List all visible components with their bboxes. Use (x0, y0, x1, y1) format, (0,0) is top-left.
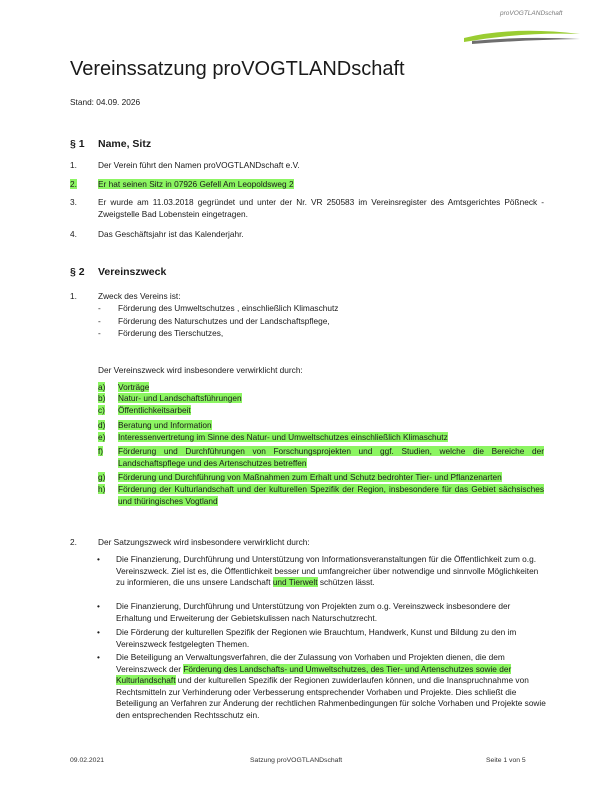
purpose-dash-item: Förderung des Tierschutzes, (118, 328, 224, 338)
letter-marker: b) (98, 393, 106, 403)
letter-marker: g) (98, 472, 106, 482)
letter-marker: c) (98, 405, 105, 415)
s2-item-1-num: 1. (70, 291, 77, 301)
s1-item-1-text: Der Verein führt den Namen proVOGTLANDschaft e.V. (98, 160, 300, 170)
s1-item-2-text (98, 179, 294, 191)
bullet-item-4: Die Beteiligung an Verwaltungsverfahren, die der Zulassung von Vorhaben und Projekten dienen, die dem Vereinszweck der Förderung des Landschafts- und Umweltschutzes, des Tier- und Artenschutzes sowie der Kulturlandschaft und der kulturellen Spezifik der Regionen zuwiderlaufen können, und die Inanspruchnahme von Rechtsmitteln zur Verhinderung oder Verbesserung entsprechender Vorhaben und Projekte. Dies schließt die Beteiligung an Verfahren zur Änderung der rechtlichen Rahmenbedingungen für solche Vorhaben und Projekte sowie den entsprechenden Rechtsschutz ein. (116, 652, 546, 720)
s1-item-4-num: 4. (70, 229, 77, 239)
s1-item-3-num: 3. (70, 197, 77, 207)
bullet-item-1: Die Finanzierung, Durchführung und Unterstützung von Informationsveranstaltungen für die Öffentlichkeit zum o.g. Vereinszweck. Ziel ist es, die Öffentlichkeit besser und umfangreicher über notwendige und sinnvolle Möglichkeiten zu informieren, die uns unsere Landschaft und Tierwelt schützen lässt. (116, 554, 539, 588)
stand-date: Stand: 04.09. 2026 (70, 97, 141, 107)
logo-text: proVOGTLANDschaft (500, 10, 563, 17)
letter-item: Natur- und Landschaftsführungen (118, 393, 242, 403)
s1-item-4-text: Das Geschäftsjahr ist das Kalenderjahr. (98, 229, 244, 239)
letter-item: Förderung und Durchführungen von Forschungsprojekten und ggf. Studien, welche die Bereiche der Landschaftspflege und des Artenschutzes betreffen (118, 446, 544, 468)
letter-item: Beratung und Information (118, 420, 212, 430)
dash-marker: - (98, 328, 101, 338)
dash-marker: - (98, 316, 101, 326)
section-1-title: Name, Sitz (98, 138, 152, 150)
bullet-marker: • (97, 601, 100, 611)
page-title: Vereinssatzung proVOGTLANDschaft (70, 58, 405, 80)
footer-page-number: Seite 1 von 5 (486, 757, 526, 764)
bullet-item-3: Die Förderung der kulturellen Spezifik der Regionen wie Brauchtum, Handwerk, Kunst und Bildung zu den im Vereinszweck festgelegten Themen. (116, 627, 517, 649)
letter-item: Förderung der Kulturlandschaft und der kulturellen Spezifik der Region, insbesondere für das Gebiet sächsisches und thüringisches Vogtland (118, 484, 544, 506)
footer-date: 09.02.2021 (70, 757, 105, 764)
bullet-1-highlight: und Tierwelt (272, 577, 318, 588)
letter-item: Vorträge (118, 382, 150, 392)
bullet-4-highlight: Förderung des Landschafts- und Umweltschutzes, des Tier- und Artenschutzes sowie der Kulturlandschaft (116, 663, 512, 686)
s1-item-3-text: Er wurde am 11.03.2018 gegründet und unter der Nr. VR 250583 im Vereinsregister des Amtsgerichtes Pößneck - Zweigstelle Bad Lobenstein eingetragen. (98, 197, 544, 219)
bullet-marker: • (97, 554, 100, 564)
letter-marker: e) (98, 432, 106, 442)
s1-item-2-num: 2. (70, 179, 77, 189)
s2-item-2-intro: Der Satzungszweck wird insbesondere verwirklicht durch: (98, 537, 310, 547)
s2-item-2-num: 2. (70, 537, 77, 547)
dash-marker: - (98, 303, 101, 313)
letter-item: Öffentlichkeitsarbeit (118, 405, 191, 415)
s2-item-1-intro: Zweck des Vereins ist: (98, 291, 181, 301)
letter-marker: f) (98, 446, 104, 456)
section-1-number: § 1 (70, 138, 85, 150)
section-2-title: Vereinszweck (98, 266, 167, 278)
realized-intro: Der Vereinszweck wird insbesondere verwirklicht durch: (98, 365, 303, 375)
letter-item: Interessenvertretung im Sinne des Natur- und Umweltschutzes einschließlich Klimaschutz (118, 432, 448, 442)
letter-marker: d) (98, 420, 106, 430)
bullet-item-2: Die Finanzierung, Durchführung und Unterstützung von Projekten zum o.g. Vereinszweck insbesondere der Erhaltung und Erweiterung der Gebietskulissen nach Naturschutzrecht. (116, 601, 511, 623)
bullet-marker: • (97, 627, 100, 637)
section-2-number: § 2 (70, 266, 85, 278)
purpose-dash-item: Förderung des Naturschutzes und der Landschaftspflege, (118, 316, 330, 326)
purpose-dash-item: Förderung des Umweltschutzes , einschließlich Klimaschutz (118, 303, 339, 313)
footer-title: Satzung proVOGTLANDschaft (250, 757, 343, 764)
letter-marker: a) (98, 382, 106, 392)
s1-item-2-highlight: Er hat seinen Sitz in 07926 Gefell Am Leopoldsweg 2 (98, 179, 294, 189)
bullet-marker: • (97, 652, 100, 662)
s1-item-1-num: 1. (70, 160, 77, 170)
letter-item: Förderung und Durchführung von Maßnahmen zum Erhalt und Schutz bedrohter Tier- und Pflanzenarten (118, 472, 502, 482)
letter-marker: h) (98, 484, 106, 494)
